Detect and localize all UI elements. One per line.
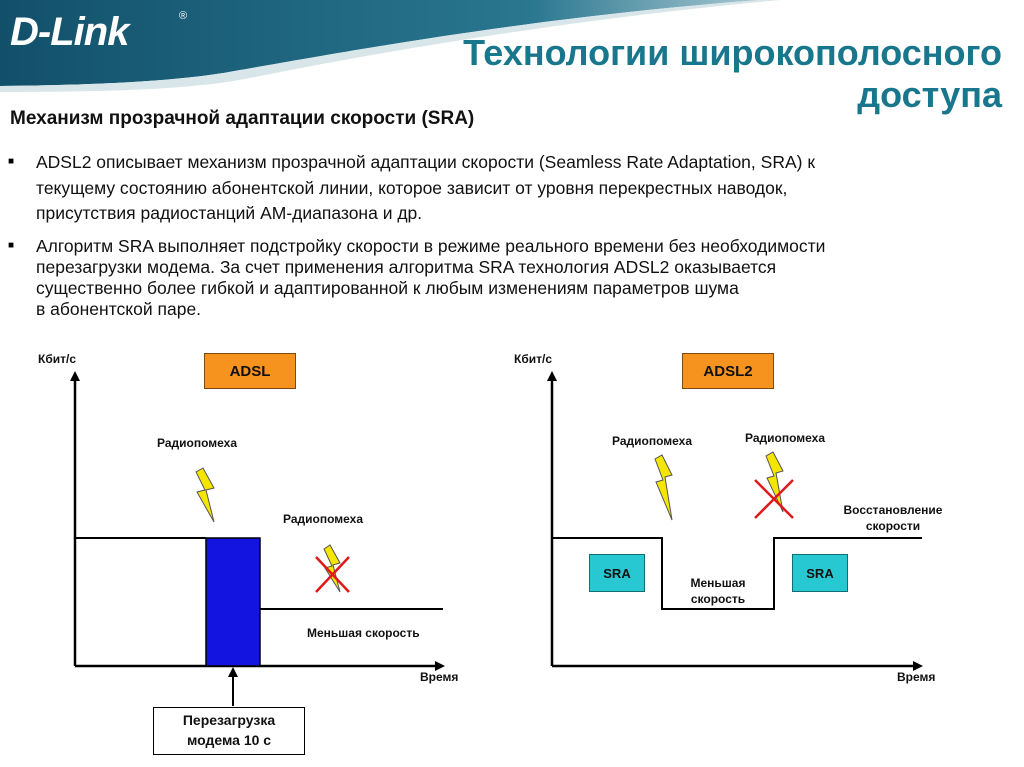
lower-speed-label: Меньшая скорость [307, 626, 420, 640]
reboot-label-line-2: модема 10 с [186, 732, 272, 748]
page-title-line-2: доступа [857, 74, 1002, 115]
left-y-axis-label: Кбит/с [38, 352, 76, 366]
left-interference-label-1: Радиопомеха [157, 436, 238, 450]
dlink-logo[interactable]: D-Link [10, 10, 129, 54]
page-title-line-1: Технологии широкополосного [463, 32, 1002, 73]
lightning-icon [655, 455, 672, 520]
bullet-2-line-3: существенно более гибкой и адаптированной к любым изменениям параметров шума [36, 278, 739, 298]
right-x-axis-label: Время [897, 670, 936, 684]
bullet-2-line-4: в абонентской паре. [36, 299, 202, 319]
registered-mark: ® [179, 10, 188, 22]
right-interference-label-2: Радиопомеха [745, 431, 826, 445]
restore-label-line-1: Восстановление [843, 503, 943, 517]
reboot-box [153, 707, 305, 755]
lower-speed-label-line-2: скорость [690, 592, 746, 606]
square-bullet-icon: ■ [8, 240, 15, 251]
sra-box-left: SRA [589, 554, 645, 592]
right-y-axis-label: Кбит/с [514, 352, 552, 366]
reboot-label-line-1: Перезагрузка [182, 712, 276, 728]
bullet-1-line-2: текущему состоянию абонентской линии, которое зависит от уровня перекрестных наводок, [36, 178, 788, 198]
reboot-bar [206, 538, 260, 666]
restore-label-line-2: скорости [865, 519, 921, 533]
sra-box-right: SRA [792, 554, 848, 592]
left-interference-label-2: Радиопомеха [283, 512, 364, 526]
section-subtitle: Механизм прозрачной адаптации скорости (SRA) [10, 108, 475, 129]
right-interference-label-1: Радиопомеха [612, 434, 693, 448]
bullet-1-line-3: присутствия радиостанций АМ-диапазона и др. [36, 203, 423, 223]
lower-speed-label-line-1: Меньшая [690, 576, 746, 590]
bullet-2-line-2: перезагрузки модема. За счет применения алгоритма SRA технология ADSL2 оказывается [36, 257, 777, 277]
square-bullet-icon: ■ [8, 156, 15, 167]
left-x-axis-label: Время [420, 670, 459, 684]
lightning-icon [196, 468, 214, 522]
bullet-2-line-1: Алгоритм SRA выполняет подстройку скорости в режиме реального времени без необходимости [36, 236, 826, 256]
bullet-1-line-1: ADSL2 описывает механизм прозрачной адаптации скорости (Seamless Rate Adaptation, SRA) к [36, 152, 815, 172]
adsl2-tag: ADSL2 [682, 353, 774, 389]
adsl-tag: ADSL [204, 353, 296, 389]
